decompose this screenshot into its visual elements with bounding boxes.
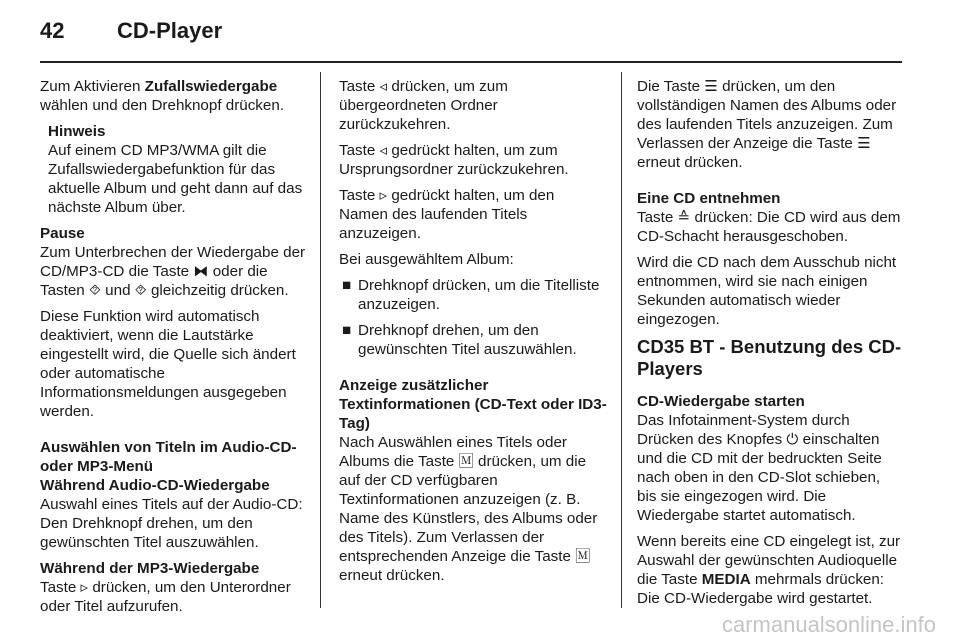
note-heading: Hinweis — [48, 123, 106, 140]
paragraph: Bei ausgewähltem Album: — [339, 251, 514, 268]
section-heading: Eine CD entnehmen — [637, 190, 781, 207]
note-box — [48, 122, 306, 217]
section-heading: Pause — [40, 225, 85, 242]
column-divider — [621, 72, 622, 608]
column-divider — [320, 72, 321, 608]
list-item: ■ Drehknopf drücken, um die Titelliste anzuzeigen. — [342, 277, 600, 313]
chapter-heading: CD35 BT - Benutzung des CD-Players — [637, 336, 902, 379]
subsection-heading: Während der MP3-Wiedergabe — [40, 560, 260, 577]
bullet-list — [339, 276, 607, 359]
watermark: carmanualsonline.info — [721, 612, 936, 637]
bold-term: MEDIA — [701, 571, 751, 588]
paragraph: Diese Funktion wird automatisch deaktiviert, wenn die Lautstärke eingestellt wird, die Quelle sich ändert oder automatische Informationsmeldungen ausgegeben werden. — [40, 308, 296, 420]
page-title: CD-Player — [117, 18, 223, 43]
paragraph: Taste ▹ gedrückt halten, um den Namen des laufenden Titels anzuzeigen. — [339, 187, 555, 242]
paragraph: Auswahl eines Titels auf der Audio-CD: Den Drehknopf drehen, um den gewünschten Titel auszuwählen. — [40, 496, 303, 551]
section-heading: Auswählen von Titeln im Audio-CD- oder MP3-Menü — [40, 439, 297, 475]
header-rule — [40, 61, 902, 63]
paragraph: Nach Auswählen eines Titels oder Albums die Taste 🄼 drücken, um die auf der CD verfügbaren Textinformationen anzuzeigen (z. B. Name des Künstlers, des Albums oder des Titels). Zum Verlassen der entsprechenden Anzeige die Taste 🄼 erneut drücken. — [339, 434, 598, 584]
paragraph: Wird die CD nach dem Ausschub nicht entnommen, wird sie nach einigen Sekunden automatisch wieder eingezogen. — [637, 254, 897, 328]
column-3 — [637, 77, 903, 615]
section-heading: CD-Wiedergabe starten — [637, 393, 805, 410]
paragraph: Taste ◃ drücken, um zum übergeordneten Ordner zurückzukehren. — [339, 78, 508, 133]
paragraph: Die Taste ☰ drücken, um den vollständigen Namen des Albums oder des laufenden Titels anzuzeigen. Zum Verlassen der Anzeige die Taste ☰ erneut drücken. — [637, 78, 897, 171]
paragraph: Taste ▹ drücken, um den Unterordner oder Titel aufzurufen. — [40, 579, 291, 615]
paragraph: Zum Unterbrechen der Wiedergabe der CD/MP3-CD die Taste ⧓ oder die Tasten ⯑ und ⯑ gleichzeitig drücken. — [40, 244, 306, 299]
paragraph: Taste ◃ gedrückt halten, um zum Ursprungsordner zurückzukehren. — [339, 142, 569, 178]
bold-term: Zufallswiedergabe — [144, 78, 278, 95]
bullet-icon: ■ — [342, 277, 352, 294]
column-2 — [339, 77, 607, 592]
bullet-icon: ■ — [342, 322, 352, 339]
paragraph: Taste ≙ drücken: Die CD wird aus dem CD-Schacht herausgeschoben. — [637, 209, 901, 245]
paragraph: Zum Aktivieren Zufallswiedergabe wählen und den Drehknopf drücken. — [40, 78, 285, 114]
paragraph: Wenn bereits eine CD eingelegt ist, zur Auswahl der gewünschten Audioquelle die Taste MEDIA mehrmals drücken: Die CD-Wiedergabe wird gestartet. — [637, 533, 901, 607]
note-text: Auf einem CD MP3/WMA gilt die Zufallswiedergabefunktion für das aktuelle Album und geht dann auf das nächste Album über. — [48, 142, 303, 216]
paragraph: Das Infotainment-System durch Drücken des Knopfes ⏻ einschalten und die CD mit der bedruckten Seite nach oben in den CD-Slot schieben, bis sie eingezogen wird. Die Wiedergabe startet automatisch. — [637, 412, 882, 524]
list-item: ■ Drehknopf drehen, um den gewünschten Titel auszuwählen. — [342, 322, 577, 358]
subsection-heading: Während Audio-CD-Wiedergabe — [40, 477, 270, 494]
page-number: 42 — [40, 18, 65, 43]
section-heading: Anzeige zusätzlicher Textinformationen (CD-Text oder ID3-Tag) — [339, 377, 607, 432]
column-1 — [40, 77, 306, 623]
